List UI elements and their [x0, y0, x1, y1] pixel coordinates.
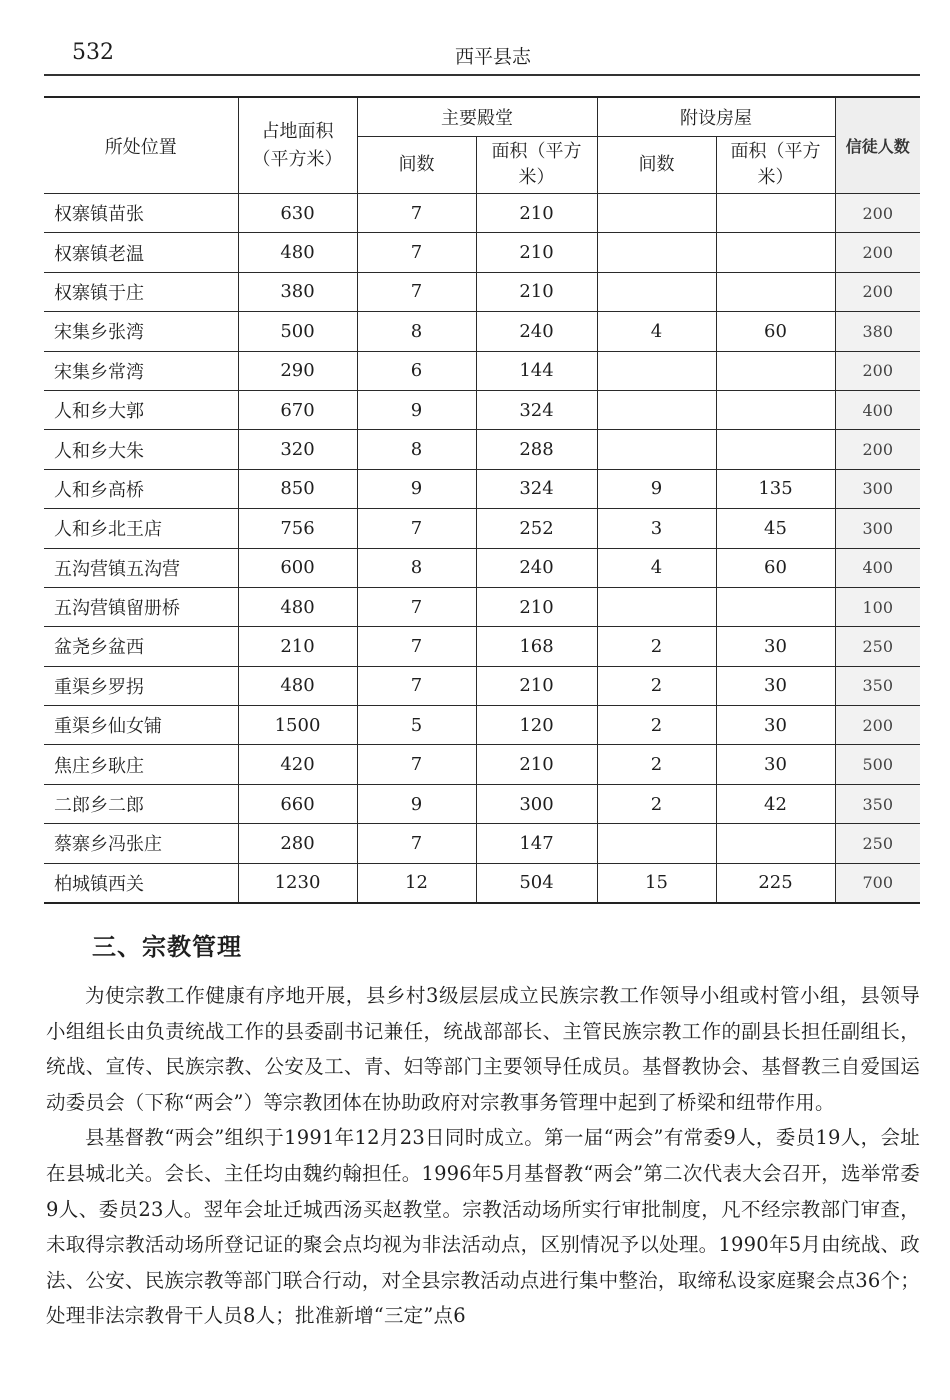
cell-believers: 200 — [835, 272, 920, 311]
cell-annex-area — [716, 233, 835, 272]
cell-site-area: 1230 — [238, 863, 357, 903]
cell-annex-rooms — [597, 272, 716, 311]
header-annex-area: 面积（平方米） — [716, 137, 835, 194]
cell-hall-rooms: 7 — [357, 745, 476, 784]
cell-hall-area: 252 — [476, 509, 597, 548]
cell-annex-area — [716, 390, 835, 429]
cell-location: 人和乡大朱 — [44, 430, 238, 469]
cell-annex-area: 135 — [716, 469, 835, 508]
table-row — [44, 351, 920, 390]
cell-site-area: 480 — [238, 587, 357, 626]
cell-hall-rooms: 8 — [357, 312, 476, 351]
cell-site-area: 480 — [238, 666, 357, 705]
cell-annex-rooms: 9 — [597, 469, 716, 508]
cell-site-area: 290 — [238, 351, 357, 390]
cell-annex-rooms: 2 — [597, 627, 716, 666]
cell-location: 五沟营镇留册桥 — [44, 587, 238, 626]
cell-hall-area: 210 — [476, 587, 597, 626]
cell-location: 人和乡高桥 — [44, 469, 238, 508]
cell-hall-area: 210 — [476, 233, 597, 272]
cell-site-area: 480 — [238, 233, 357, 272]
cell-annex-rooms: 2 — [597, 784, 716, 823]
cell-hall-area: 144 — [476, 351, 597, 390]
cell-believers: 200 — [835, 706, 920, 745]
table-row — [44, 863, 920, 903]
cell-site-area: 670 — [238, 390, 357, 429]
cell-hall-rooms: 6 — [357, 351, 476, 390]
running-header-title: 西平县志 — [455, 46, 532, 68]
cell-location: 盆尧乡盆西 — [44, 627, 238, 666]
cell-hall-area: 288 — [476, 430, 597, 469]
cell-hall-rooms: 9 — [357, 784, 476, 823]
cell-believers: 200 — [835, 430, 920, 469]
cell-hall-area: 324 — [476, 390, 597, 429]
cell-annex-rooms — [597, 390, 716, 429]
cell-annex-area — [716, 430, 835, 469]
cell-believers: 200 — [835, 233, 920, 272]
cell-site-area: 420 — [238, 745, 357, 784]
cell-hall-rooms: 7 — [357, 627, 476, 666]
header-site-area: 占地面积（平方米） — [238, 97, 357, 194]
cell-hall-area: 210 — [476, 194, 597, 233]
header-hall-area: 面积（平方米） — [476, 137, 597, 194]
body-text — [46, 978, 920, 1334]
cell-hall-rooms: 7 — [357, 194, 476, 233]
cell-site-area: 500 — [238, 312, 357, 351]
page-number: 532 — [72, 40, 114, 65]
cell-site-area: 630 — [238, 194, 357, 233]
cell-site-area: 850 — [238, 469, 357, 508]
cell-believers: 400 — [835, 390, 920, 429]
cell-believers: 300 — [835, 509, 920, 548]
cell-believers: 250 — [835, 824, 920, 863]
cell-annex-area: 30 — [716, 627, 835, 666]
cell-believers: 700 — [835, 863, 920, 903]
cell-hall-rooms: 7 — [357, 666, 476, 705]
cell-site-area: 380 — [238, 272, 357, 311]
header-main-halls: 主要殿堂 — [357, 97, 597, 137]
cell-location: 权寨镇于庄 — [44, 272, 238, 311]
cell-annex-area: 30 — [716, 706, 835, 745]
cell-hall-area: 504 — [476, 863, 597, 903]
cell-hall-area: 210 — [476, 745, 597, 784]
cell-location: 重渠乡罗拐 — [44, 666, 238, 705]
cell-annex-area: 30 — [716, 745, 835, 784]
cell-believers: 300 — [835, 469, 920, 508]
cell-hall-area: 240 — [476, 548, 597, 587]
table-row — [44, 233, 920, 272]
cell-hall-rooms: 8 — [357, 430, 476, 469]
table-row — [44, 587, 920, 626]
cell-hall-rooms: 7 — [357, 272, 476, 311]
cell-annex-rooms: 4 — [597, 312, 716, 351]
cell-believers: 350 — [835, 784, 920, 823]
section-heading: 三、宗教管理 — [92, 933, 242, 961]
cell-believers: 500 — [835, 745, 920, 784]
header-believers: 信徒人数 — [835, 97, 920, 194]
cell-hall-rooms: 5 — [357, 706, 476, 745]
cell-believers: 250 — [835, 627, 920, 666]
cell-annex-rooms — [597, 351, 716, 390]
cell-location: 五沟营镇五沟营 — [44, 548, 238, 587]
table-row — [44, 548, 920, 587]
cell-annex-area: 42 — [716, 784, 835, 823]
cell-annex-rooms — [597, 233, 716, 272]
cell-annex-rooms — [597, 430, 716, 469]
header-annex-rooms: 附设房屋 — [597, 97, 835, 137]
cell-location: 重渠乡仙女铺 — [44, 706, 238, 745]
cell-annex-area — [716, 351, 835, 390]
cell-location: 权寨镇苗张 — [44, 194, 238, 233]
cell-hall-rooms: 7 — [357, 509, 476, 548]
table-row — [44, 666, 920, 705]
cell-believers: 200 — [835, 194, 920, 233]
cell-annex-area — [716, 824, 835, 863]
cell-hall-rooms: 9 — [357, 390, 476, 429]
cell-hall-rooms: 7 — [357, 233, 476, 272]
cell-hall-rooms: 9 — [357, 469, 476, 508]
cell-believers: 400 — [835, 548, 920, 587]
cell-annex-rooms: 3 — [597, 509, 716, 548]
cell-location: 二郎乡二郎 — [44, 784, 238, 823]
cell-hall-area: 300 — [476, 784, 597, 823]
cell-believers: 350 — [835, 666, 920, 705]
cell-location: 蔡寨乡冯张庄 — [44, 824, 238, 863]
cell-believers: 100 — [835, 587, 920, 626]
cell-hall-area: 120 — [476, 706, 597, 745]
cell-site-area: 660 — [238, 784, 357, 823]
cell-location: 宋集乡常湾 — [44, 351, 238, 390]
cell-believers: 200 — [835, 351, 920, 390]
table-row — [44, 627, 920, 666]
cell-hall-area: 324 — [476, 469, 597, 508]
table-body — [44, 194, 920, 904]
cell-annex-area: 60 — [716, 312, 835, 351]
cell-site-area: 756 — [238, 509, 357, 548]
table-row — [44, 390, 920, 429]
cell-site-area: 320 — [238, 430, 357, 469]
table-row — [44, 509, 920, 548]
cell-annex-rooms: 2 — [597, 666, 716, 705]
paragraph-2: 县基督教“两会”组织于1991年12月23日同时成立。第一届“两会”有常委9人，委员19人，会址在县城北关。会长、主任均由魏约翰担任。1996年5月基督教“两会”第二次代表大会召开，选举常委9人、委员23人。翌年会址迁城西汤买赵教堂。宗教活动场所实行审批制度，凡不经宗教部门审查，未取得宗教活动场所登记证的聚会点均视为非法活动点，区别情况予以处理。1990年5月由统战、政法、公安、民族宗教等部门联合行动，对全县宗教活动点进行集中整治，取缔私设家庭聚会点36个；处理非法宗教骨干人员8人；批准新增“三定”点6 — [46, 1126, 920, 1328]
cell-annex-area — [716, 194, 835, 233]
cell-location: 人和乡北王店 — [44, 509, 238, 548]
header-hall-rooms: 间数 — [357, 137, 476, 194]
table-row — [44, 706, 920, 745]
header-rule — [44, 74, 920, 76]
cell-annex-area — [716, 272, 835, 311]
header-location: 所处位置 — [44, 97, 238, 194]
table-row — [44, 194, 920, 233]
table-row — [44, 272, 920, 311]
cell-annex-rooms: 4 — [597, 548, 716, 587]
cell-annex-rooms — [597, 587, 716, 626]
cell-location: 宋集乡张湾 — [44, 312, 238, 351]
cell-location: 权寨镇老温 — [44, 233, 238, 272]
cell-annex-area — [716, 587, 835, 626]
cell-hall-area: 210 — [476, 272, 597, 311]
cell-location: 柏城镇西关 — [44, 863, 238, 903]
paragraph-1: 为使宗教工作健康有序地开展，县乡村3级层层成立民族宗教工作领导小组或村管小组，县领导小组组长由负责统战工作的县委副书记兼任，统战部部长、主管民族宗教工作的副县长担任副组长，统战、宣传、民族宗教、公安及工、青、妇等部门主要领导任成员。基督教协会、基督教三自爱国运动委员会（下称“两会”）等宗教团体在协助政府对宗教事务管理中起到了桥梁和纽带作用。 — [46, 984, 920, 1114]
header-annex-room-count: 间数 — [597, 137, 716, 194]
table-row — [44, 430, 920, 469]
table-row — [44, 824, 920, 863]
cell-annex-rooms: 15 — [597, 863, 716, 903]
cell-hall-rooms: 12 — [357, 863, 476, 903]
cell-annex-area: 45 — [716, 509, 835, 548]
table-row — [44, 469, 920, 508]
cell-hall-rooms: 8 — [357, 548, 476, 587]
church-statistics-table — [44, 96, 920, 904]
cell-annex-rooms: 2 — [597, 745, 716, 784]
cell-hall-rooms: 7 — [357, 824, 476, 863]
cell-location: 焦庄乡耿庄 — [44, 745, 238, 784]
cell-hall-area: 147 — [476, 824, 597, 863]
cell-hall-area: 240 — [476, 312, 597, 351]
cell-hall-rooms: 7 — [357, 587, 476, 626]
cell-hall-area: 168 — [476, 627, 597, 666]
table-row — [44, 745, 920, 784]
cell-annex-area: 30 — [716, 666, 835, 705]
cell-believers: 380 — [835, 312, 920, 351]
cell-annex-rooms: 2 — [597, 706, 716, 745]
cell-annex-rooms — [597, 194, 716, 233]
cell-annex-rooms — [597, 824, 716, 863]
cell-location: 人和乡大郭 — [44, 390, 238, 429]
cell-hall-area: 210 — [476, 666, 597, 705]
cell-site-area: 1500 — [238, 706, 357, 745]
cell-annex-area: 60 — [716, 548, 835, 587]
cell-site-area: 280 — [238, 824, 357, 863]
cell-annex-area: 225 — [716, 863, 835, 903]
cell-site-area: 210 — [238, 627, 357, 666]
cell-site-area: 600 — [238, 548, 357, 587]
table-row — [44, 784, 920, 823]
table-row — [44, 312, 920, 351]
